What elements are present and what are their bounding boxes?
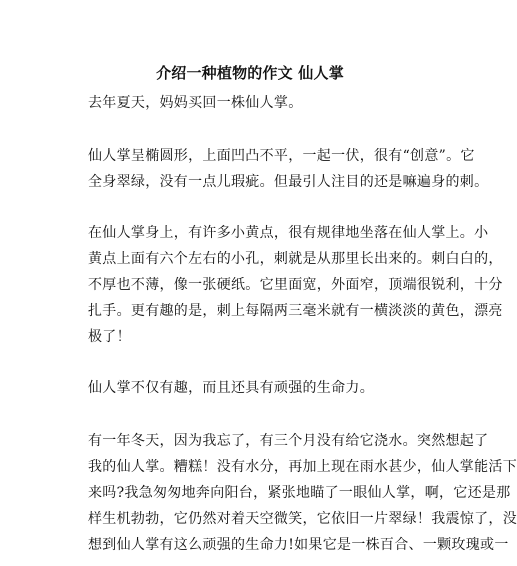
paragraph-5 <box>88 428 517 558</box>
paragraph-line: 有一年冬天，因为我忘了，有三个月没有给它浇水。突然想起了 <box>88 433 489 449</box>
paragraph-line: 想到仙人掌有这么顽强的生命力!如果它是一株百合、一颗玫瑰或一 <box>88 537 509 553</box>
paragraph-line: 去年夏天，妈妈买回一株仙人掌。 <box>88 95 303 111</box>
paragraph-line: 黄点上面有六个左右的小孔，刺就是从那里长出来的。刺白白的， <box>88 251 503 267</box>
paragraph-line: 不厚也不薄，像一张硬纸。它里面宽，外面窄，顶端很锐利，十分 <box>88 277 503 293</box>
paragraph-line: 来吗?我急匆匆地奔向阳台，紧张地瞄了一眼仙人掌，啊，它还是那 <box>88 485 511 501</box>
paragraph-line: 我的仙人掌。糟糕！没有水分，再加上现在雨水甚少，仙人掌能活下 <box>88 459 517 475</box>
paragraph-line: 仙人掌呈椭圆形，上面凹凸不平，一起一伏，很有“创意”。它 <box>88 148 475 164</box>
paragraph-4 <box>88 375 433 401</box>
paragraph-line: 极了！ <box>88 329 131 345</box>
paragraph-line: 样生机勃勃，它仍然对着天空微笑，它依旧一片翠绿！我震惊了，没 <box>88 511 517 527</box>
paragraph-line: 仙人掌不仅有趣，而且还具有顽强的生命力。 <box>88 380 374 396</box>
paragraph-3 <box>88 220 503 350</box>
document-title: 介绍一种植物的作文 仙人掌 <box>156 64 344 82</box>
paragraph-2 <box>88 143 489 195</box>
paragraph-line: 扎手。更有趣的是，刺上每隔两三毫米就有一横淡淡的黄色，漂亮 <box>88 303 503 319</box>
paragraph-line: 在仙人掌身上，有许多小黄点，很有规律地坐落在仙人掌上。小 <box>88 225 489 241</box>
paragraph-line: 全身翠绿，没有一点儿瑕疵。但最引人注目的还是嘛遍身的刺。 <box>88 174 489 190</box>
paragraph-1 <box>88 90 433 116</box>
